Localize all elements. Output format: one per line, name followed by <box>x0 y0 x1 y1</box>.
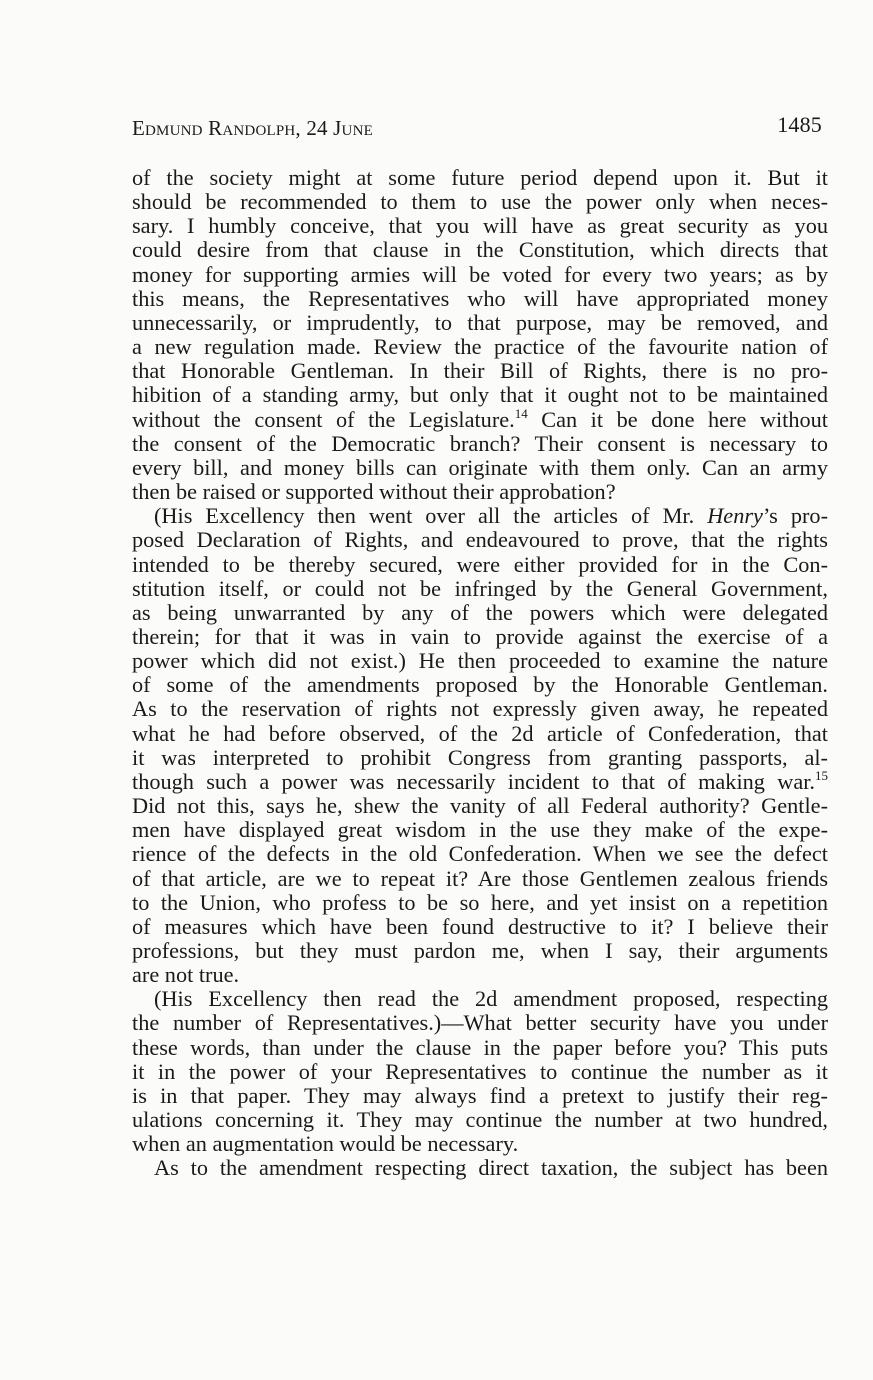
paragraph-4 <box>132 1156 828 1180</box>
text-line: money for supporting armies will be voted for every two years; as by <box>132 261 828 287</box>
text-line: of the society might at some future period depend upon it. But it <box>132 165 828 190</box>
text-line: when an augmentation would be necessary. <box>132 1131 519 1157</box>
text-line: rience of the defects in the old Confederation. When we see the defect <box>132 841 828 867</box>
text-line: to the Union, who profess to be so here, and yet insist on a repetition <box>132 889 828 915</box>
text-line: these words, than under the clause in the paper before you? This puts <box>132 1034 828 1060</box>
footnote-ref-14: 14 <box>514 405 528 421</box>
text-segment: Can it be done here without <box>527 406 828 432</box>
text-line: as being unwarranted by any of the powers which were delegated <box>132 599 828 625</box>
paragraph-1 <box>132 166 828 504</box>
text-line: intended to be thereby secured, were either provided for in the Con- <box>132 551 828 577</box>
text-line: is in that paper. They may always find a pretext to justify their reg- <box>132 1082 828 1108</box>
text-line: men have displayed great wisdom in the use they make of the expe- <box>132 817 828 843</box>
body-text <box>132 166 828 1181</box>
text-line: the consent of the Democratic branch? Their consent is necessary to <box>132 430 828 456</box>
text-line: this means, the Representatives who will have appropriated money <box>132 285 828 311</box>
text-line: hibition of a standing army, but only that it ought not to be maintained <box>132 382 828 408</box>
text-line: could desire from that clause in the Constitution, which directs that <box>132 237 828 263</box>
text-line: ulations concerning it. They may continue the number at two hundred, <box>132 1107 828 1133</box>
text-line: then be raised or supported without their approbation? <box>132 479 616 505</box>
text-line: it in the power of your Representatives to continue the number as it <box>132 1058 828 1084</box>
text-segment: though such a power was necessarily incident to that of making war. <box>132 768 815 794</box>
text-line: Did not this, says he, shew the vanity of all Federal authority? Gentle- <box>132 793 828 819</box>
text-line: the number of Representatives.)—What better security have you under <box>132 1010 828 1036</box>
text-segment: ’s pro- <box>762 503 828 529</box>
running-head <box>132 112 828 148</box>
text-line: a new regulation made. Review the practice of the favourite nation of <box>132 334 828 360</box>
text-line: unnecessarily, or imprudently, to that purpose, may be removed, and <box>132 309 828 335</box>
text-line: As to the reservation of rights not expressly given away, he repeated <box>132 696 828 722</box>
text-line: sary. I humbly conceive, that you will have as great security as you <box>132 213 828 239</box>
text-line: that Honorable Gentleman. In their Bill of Rights, there is no pro- <box>132 358 828 384</box>
text-line: should be recommended to them to use the power only when neces- <box>132 189 828 215</box>
text-line: therein; for that it was in vain to provide against the exercise of a <box>132 623 828 649</box>
text-line: of measures which have been found destructive to it? I believe their <box>132 913 828 939</box>
text-line: power which did not exist.) He then proceeded to examine the nature <box>132 648 828 674</box>
text-line: of that article, are we to repeat it? Are those Gentlemen zealous friends <box>132 865 828 891</box>
text-line: stitution itself, or could not be infringed by the General Government, <box>132 575 828 601</box>
text-line: As to the amendment respecting direct taxation, the subject has been <box>154 1155 828 1181</box>
text-line <box>132 405 828 432</box>
text-line: what he had before observed, of the 2d article of Confederation, that <box>132 720 828 746</box>
italic-name: Henry <box>707 503 763 529</box>
paragraph-3 <box>132 987 828 1156</box>
text-line: professions, but they must pardon me, when I say, their arguments <box>132 938 828 963</box>
footnote-ref-15: 15 <box>815 767 828 783</box>
text-line: are not true. <box>132 962 240 988</box>
text-line <box>132 504 828 528</box>
text-segment: without the consent of the Legislature. <box>132 406 515 432</box>
running-head-title: Edmund Randolph, 24 June <box>132 116 373 140</box>
text-line: (His Excellency then read the 2d amendment proposed, respecting <box>154 986 828 1012</box>
text-line: it was interpreted to prohibit Congress from granting passports, al- <box>132 744 828 770</box>
text-line <box>132 767 828 794</box>
text-line: of some of the amendments proposed by the Honorable Gentleman. <box>132 672 828 698</box>
paragraph-2 <box>132 504 828 987</box>
text-line: every bill, and money bills can originate with them only. Can an army <box>132 454 828 480</box>
text-line: posed Declaration of Rights, and endeavoured to prove, that the rights <box>132 527 828 553</box>
page-number: 1485 <box>777 112 822 137</box>
text-segment: (His Excellency then went over all the articles of Mr. <box>154 503 708 529</box>
